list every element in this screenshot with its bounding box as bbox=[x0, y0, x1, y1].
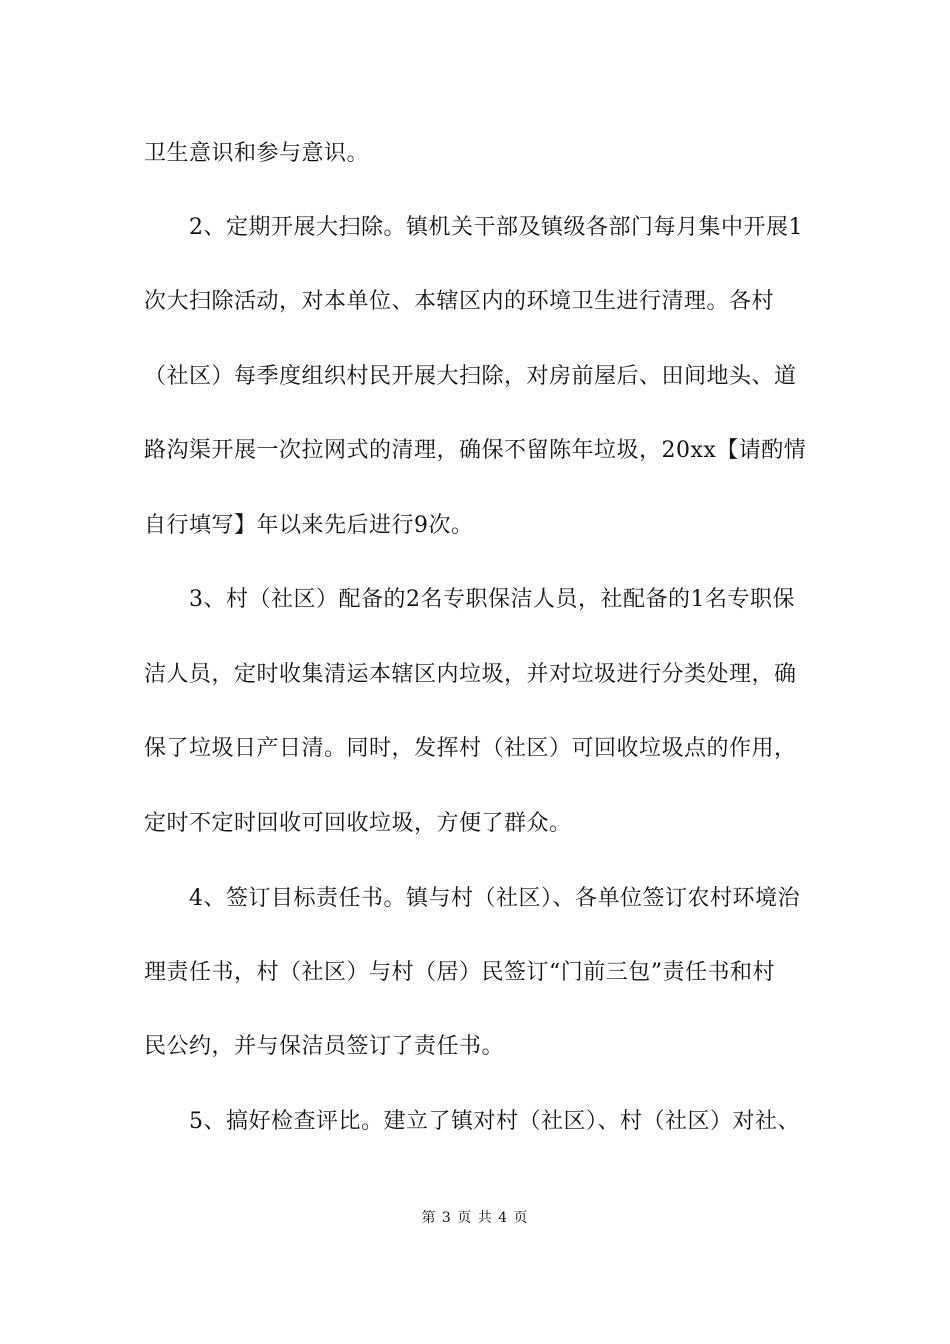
text-line: 2、定期开展大扫除。镇机关干部及镇级各部门每月集中开展1 bbox=[144, 215, 803, 240]
text-line: 次大扫除活动，对本单位、本辖区内的环境卫生进行清理。各村 bbox=[144, 289, 775, 314]
text-line: 理责任书，村（社区）与村（居）民签订“门前三包”责任书和村 bbox=[144, 960, 775, 985]
text-line: 定时不定时回收可回收垃圾，方便了群众。 bbox=[144, 811, 572, 836]
text-line: 4、签订目标责任书。镇与村（社区）、各单位签订农村环境治 bbox=[144, 886, 800, 911]
text-line: 民公约，并与保洁员签订了责任书。 bbox=[144, 1034, 505, 1059]
text-line: （社区）每季度组织村民开展大扫除，对房前屋后、田间地头、道 bbox=[144, 364, 797, 389]
text-line: 洁人员，定时收集清运本辖区内垃圾，并对垃圾进行分类处理，确 bbox=[144, 662, 797, 687]
text-line: 卫生意识和参与意识。 bbox=[144, 141, 370, 166]
text-line: 路沟渠开展一次拉网式的清理，确保不留陈年垃圾，20xx【请酌情 bbox=[144, 438, 807, 463]
text-line: 5、搞好检查评比。建立了镇对村（社区）、村（社区）对社、 bbox=[144, 1109, 800, 1134]
text-line: 保了垃圾日产日清。同时，发挥村（社区）可回收垃圾点的作用， bbox=[144, 736, 797, 761]
text-line: 3、村（社区）配备的2名专职保洁人员，社配备的1名专职保 bbox=[144, 587, 795, 612]
text-line: 自行填写】年以来先后进行9次。 bbox=[144, 513, 474, 538]
page-number-footer: 第 3 页 共 4 页 bbox=[421, 1210, 529, 1226]
